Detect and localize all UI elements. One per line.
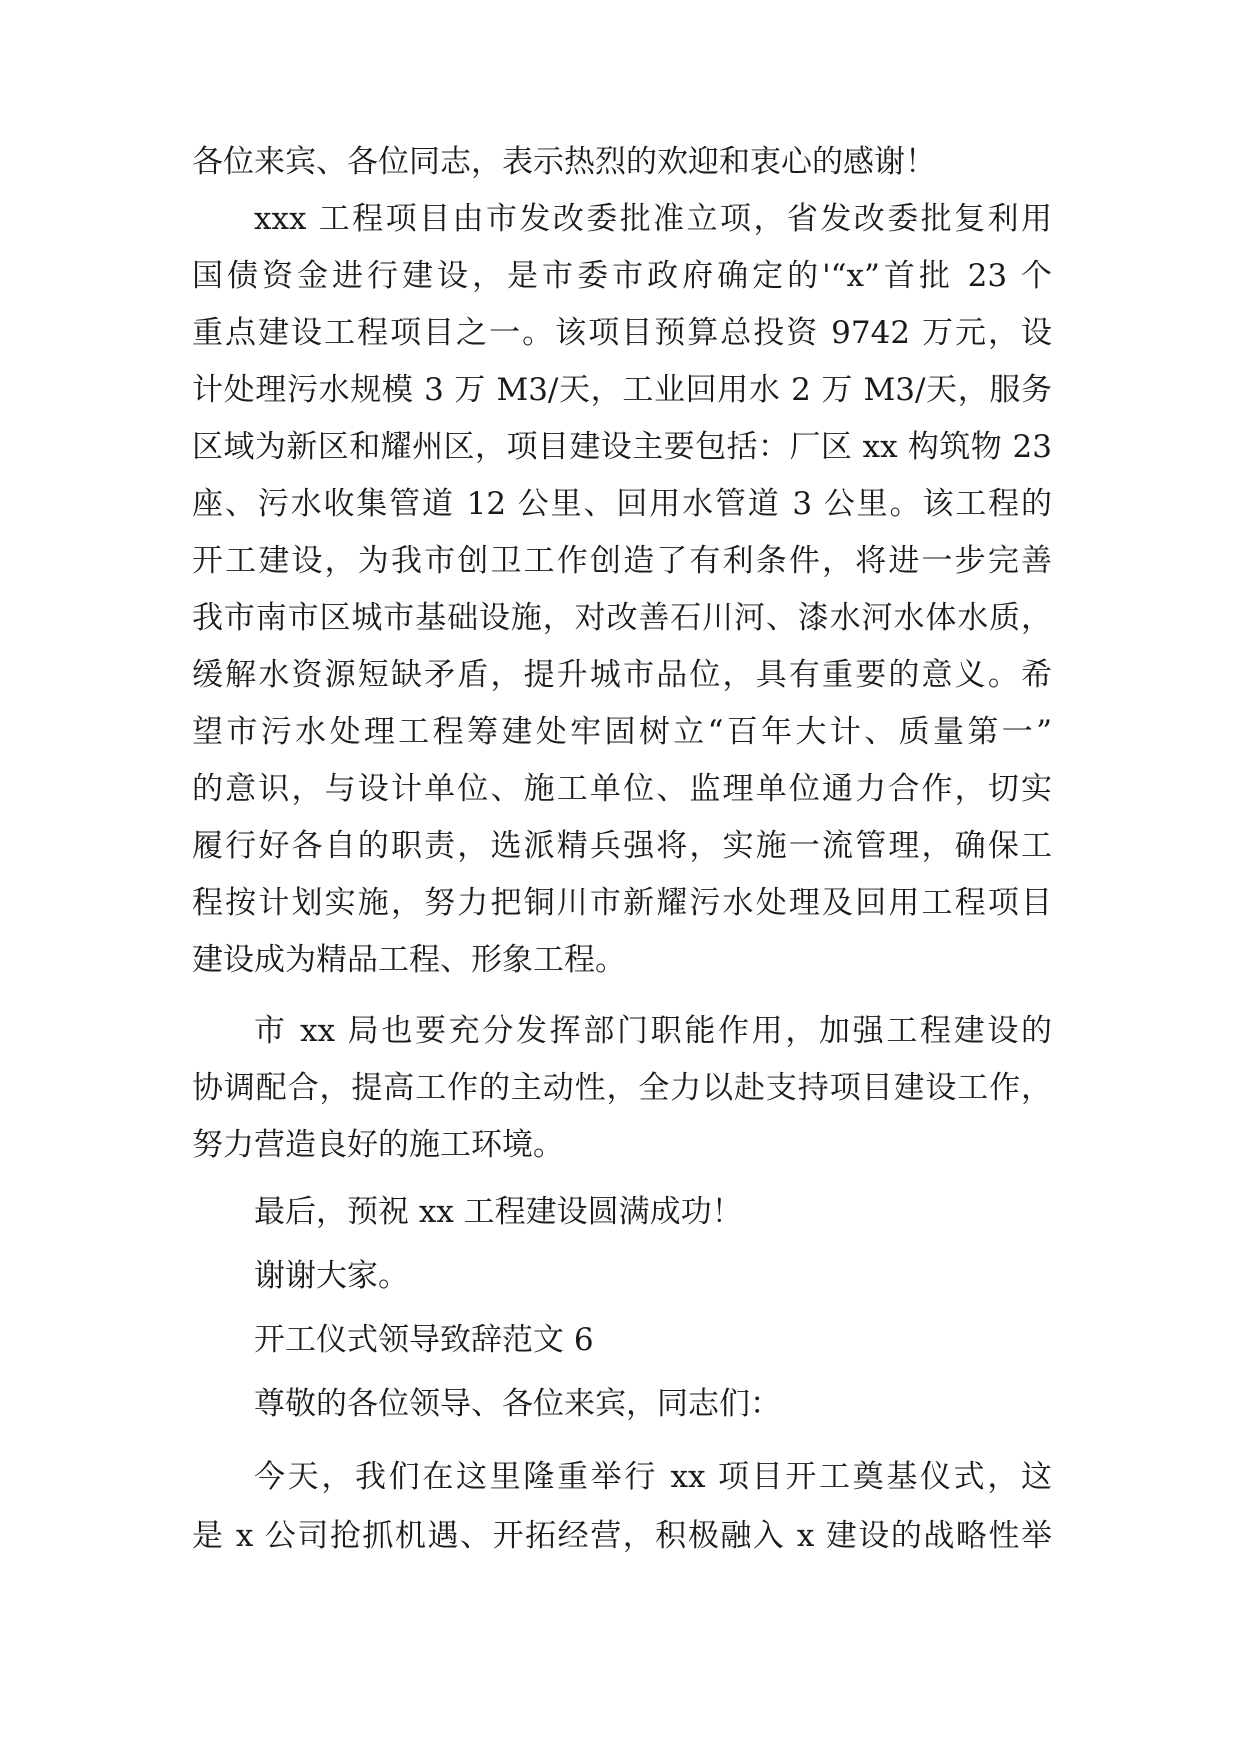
text-line: 建设成为精品工程、形象工程。: [192, 942, 626, 978]
text-line: 我市南市区城市基础设施，对改善石川河、漆水河水体水质，: [192, 600, 1052, 636]
text-line: 座、污水收集管道 12 公里、回用水管道 3 公里。该工程的: [192, 486, 1052, 522]
text-line: 区域为新区和耀州区，项目建设主要包括：厂区 xx 构筑物 23: [192, 429, 1052, 465]
text-line: 重点建设工程项目之一。该项目预算总投资 9742 万元，设: [192, 315, 1052, 351]
text-line: 计处理污水规模 3 万 M3/天，工业回用水 2 万 M3/天，服务: [192, 372, 1052, 408]
text-line: xxx 工程项目由市发改委批准立项，省发改委批复利用: [254, 201, 1052, 237]
text-line: 缓解水资源短缺矛盾，提升城市品位，具有重要的意义。希: [192, 657, 1052, 693]
text-line: 是 x 公司抢抓机遇、开拓经营，积极融入 x 建设的战略性举: [192, 1518, 1052, 1554]
text-line: 协调配合，提高工作的主动性，全力以赴支持项目建设工作，: [192, 1070, 1052, 1106]
text-line: 国债资金进行建设，是市委市政府确定的'“x”首批 23 个: [192, 258, 1052, 294]
text-line: 各位来宾、各位同志，表示热烈的欢迎和衷心的感谢！: [192, 144, 936, 180]
text-line: 的意识，与设计单位、施工单位、监理单位通力合作，切实: [192, 771, 1052, 807]
text-line: 程按计划实施，努力把铜川市新耀污水处理及回用工程项目: [192, 885, 1052, 921]
text-line: 市 xx 局也要充分发挥部门职能作用，加强工程建设的: [254, 1013, 1052, 1049]
text-line: 开工建设，为我市创卫工作创造了有利条件，将进一步完善: [192, 543, 1052, 579]
text-line: 最后，预祝 xx 工程建设圆满成功！: [254, 1194, 743, 1230]
section-heading: 开工仪式领导致辞范文 6: [254, 1322, 594, 1358]
text-line: 尊敬的各位领导、各位来宾，同志们：: [254, 1386, 781, 1422]
text-line: 履行好各自的职责，选派精兵强将，实施一流管理，确保工: [192, 828, 1052, 864]
text-line: 今天，我们在这里隆重举行 xx 项目开工奠基仪式，这: [254, 1459, 1052, 1495]
text-line: 谢谢大家。: [254, 1258, 409, 1294]
text-line: 望市污水处理工程筹建处牢固树立“百年大计、质量第一”: [192, 714, 1052, 750]
text-line: 努力营造良好的施工环境。: [192, 1127, 564, 1163]
